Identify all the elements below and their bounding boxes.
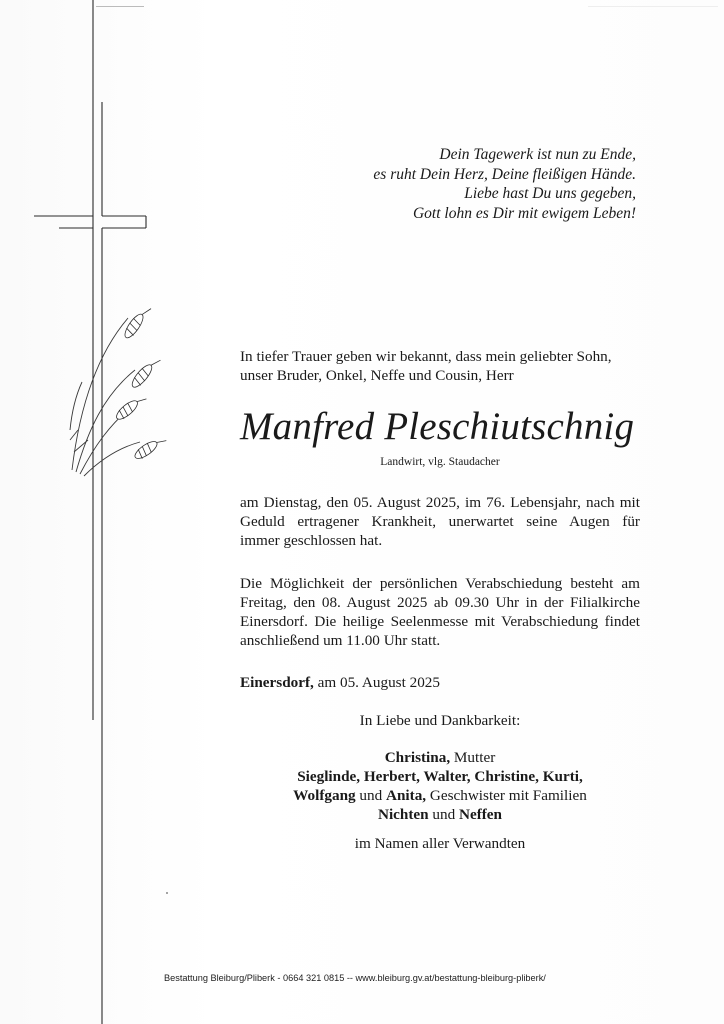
poem-line: Liebe hast Du uns gegeben, <box>464 185 636 202</box>
funeral-home-footer: Bestattung Bleiburg/Pliberk - 0664 321 0815 -- www.bleiburg.gv.at/bestattung-bleiburg-pliberk/ <box>164 973 546 983</box>
sibling-anita: Anita, <box>386 787 427 804</box>
siblings-names: Sieglinde, Herbert, Walter, Christine, Kurti, <box>297 768 583 785</box>
deceased-subtitle: Landwirt, vlg. Staudacher <box>380 456 500 468</box>
poem-line: Dein Tagewerk ist nun zu Ende, <box>439 146 636 163</box>
farewell-line: Freitag, den 08. August 2025 ab 09.30 Uhr in der Filialkirche <box>240 594 640 611</box>
conjunction: und <box>359 787 383 804</box>
place-date <box>240 673 640 692</box>
farewell-line: Die Möglichkeit der persönlichen Verabschiedung besteht am <box>240 575 640 592</box>
notice-date: am 05. August 2025 <box>317 674 440 691</box>
scan-mark-right <box>588 6 718 7</box>
mourners-list <box>240 748 640 824</box>
thanks-line: In Liebe und Dankbarkeit: <box>359 712 521 729</box>
death-notice-line: immer geschlossen hat. <box>240 532 383 549</box>
poem-line: Gott lohn es Dir mit ewigem Leben! <box>412 204 636 222</box>
mother-name: Christina, <box>384 749 451 766</box>
mourner-nieces-nephews <box>240 805 640 824</box>
poem-line: es ruht Dein Herz, Deine fleißigen Hände. <box>373 165 636 183</box>
mourner-mother <box>240 748 640 767</box>
conjunction: und <box>432 806 456 823</box>
death-notice-line: am Dienstag, den 05. August 2025, im 76. Lebensjahr, nach mit <box>240 494 640 511</box>
memorial-poem <box>373 145 636 223</box>
death-notice-paragraph <box>240 493 640 550</box>
deceased-name: Manfred Pleschiutschnig <box>240 405 635 448</box>
cross-with-wheat-icon <box>0 0 200 1024</box>
siblings-role: Geschwister mit Familien <box>429 787 587 804</box>
sibling-wolfgang: Wolfgang <box>293 787 356 804</box>
scan-speck <box>166 892 168 894</box>
intro-line: unser Bruder, Onkel, Neffe und Cousin, Herr <box>240 367 514 384</box>
death-notice-line: Geduld ertragener Krankheit, unerwartet seine Augen für <box>240 513 640 530</box>
mourner-siblings-1 <box>240 767 640 786</box>
mourner-siblings-2 <box>240 786 640 805</box>
relatives-line: im Namen aller Verwandten <box>354 835 526 852</box>
nephews: Neffen <box>458 806 502 823</box>
farewell-paragraph <box>240 574 640 650</box>
mother-role: Mutter <box>453 749 496 766</box>
nieces: Nichten <box>377 806 429 823</box>
place-name: Einersdorf, <box>240 674 314 691</box>
farewell-line: Einersdorf. Die heilige Seelenmesse mit Verabschiedung findet <box>240 613 640 630</box>
intro-line: In tiefer Trauer geben wir bekannt, dass mein geliebter Sohn, <box>240 348 612 365</box>
notice-body <box>240 347 640 692</box>
intro-text <box>240 347 640 385</box>
farewell-line: anschließend um 11.00 Uhr statt. <box>240 632 441 649</box>
